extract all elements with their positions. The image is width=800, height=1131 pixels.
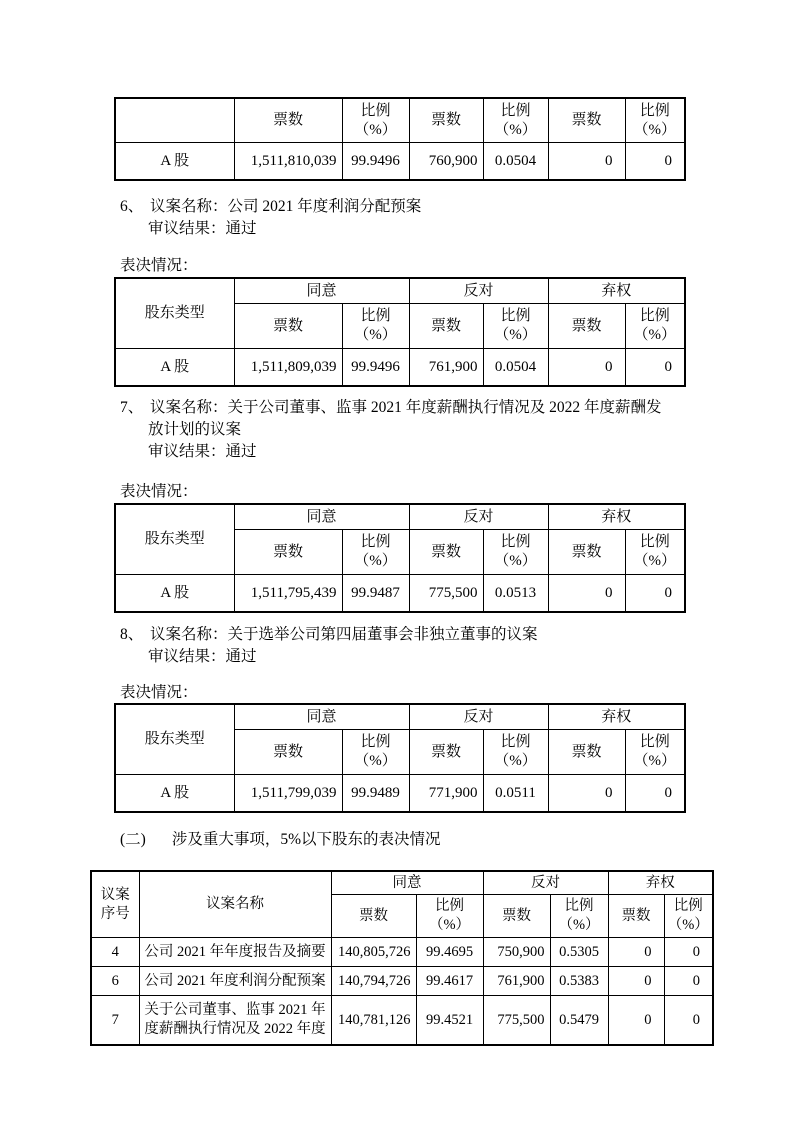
- votes-cell: 140,781,126: [331, 996, 416, 1046]
- votes-header: 票数: [409, 98, 483, 143]
- proposal-name-cell: 公司 2021 年度利润分配预案: [139, 967, 331, 996]
- ratio-label-line: 比例: [639, 308, 670, 324]
- table-row: [91, 996, 713, 1046]
- table-row: [115, 775, 685, 813]
- shareholder-type-header: 股东类型: [115, 704, 234, 775]
- votes-cell: 0: [548, 143, 625, 181]
- abstain-group-header: 弃权: [548, 278, 685, 304]
- ratio-label-line: 比例: [500, 534, 531, 550]
- ratio-header: [416, 895, 483, 938]
- ratio-label-line: 比例: [500, 734, 531, 750]
- proposal-6-heading: [120, 196, 421, 240]
- ratio-label-line: （%）: [354, 553, 397, 569]
- votes-header: 票数: [409, 530, 483, 575]
- proposal-title: 议案名称：公司 2021 年度利润分配预案: [150, 198, 422, 215]
- ratio-label-line: （%）: [428, 917, 471, 933]
- ratio-cell: 0: [664, 938, 713, 967]
- votes-cell: 0: [608, 938, 664, 967]
- votes-cell: 1,511,799,039: [234, 775, 342, 813]
- proposal-title: 议案名称：关于公司董事、监事 2021 年度薪酬执行情况及 2022 年度薪酬发: [150, 399, 662, 416]
- abstain-group-header: 弃权: [548, 504, 685, 530]
- proposal-title-line: [120, 624, 538, 646]
- table-group-header-row: [91, 871, 713, 895]
- section-number: (二): [120, 831, 146, 848]
- ratio-cell: 0: [625, 575, 685, 613]
- vote-table-proposal-7: [114, 503, 686, 613]
- vote-status-label: 表决情况：: [120, 684, 198, 701]
- proposal-number: 7、: [120, 399, 144, 416]
- vote-table-proposal-6: [114, 277, 686, 387]
- proposal-name-header: 议案名称: [139, 871, 331, 938]
- ratio-cell: 99.9487: [342, 575, 409, 613]
- against-group-header: 反对: [483, 871, 608, 895]
- proposal-name-cell: 公司 2021 年年度报告及摘要: [139, 938, 331, 967]
- table-row: [91, 967, 713, 996]
- ratio-cell: 99.4695: [416, 938, 483, 967]
- shareholder-type-header: 股东类型: [115, 278, 234, 349]
- agree-group-header: 同意: [234, 278, 409, 304]
- ratio-label-line: （%）: [354, 753, 397, 769]
- ratio-cell: 99.9489: [342, 775, 409, 813]
- ratio-label-line: 比例: [360, 102, 391, 119]
- ratio-header: [342, 530, 409, 575]
- proposal-8-heading: [120, 624, 538, 668]
- votes-header: 票数: [548, 530, 625, 575]
- proposal-no-cell: 7: [91, 996, 139, 1046]
- ratio-label-line: （%）: [633, 121, 676, 138]
- vote-table-continuation: [114, 97, 686, 181]
- ratio-cell: 0.0504: [483, 143, 548, 181]
- ratio-label-line: 比例: [360, 734, 391, 750]
- votes-cell: 761,900: [483, 967, 550, 996]
- ratio-cell: 0.0504: [483, 349, 548, 387]
- empty-header-cell: [115, 98, 234, 143]
- votes-cell: 775,500: [409, 575, 483, 613]
- table-row: [115, 143, 685, 181]
- ratio-cell: 99.9496: [342, 349, 409, 387]
- ratio-label-line: 比例: [639, 734, 670, 750]
- votes-header: 票数: [234, 530, 342, 575]
- shareholder-class-cell: A 股: [115, 143, 234, 181]
- ratio-cell: 0: [625, 143, 685, 181]
- ratio-label-line: （%）: [494, 121, 537, 138]
- proposal-no-cell: 6: [91, 967, 139, 996]
- votes-cell: 760,900: [409, 143, 483, 181]
- ratio-cell: 0: [664, 996, 713, 1046]
- ratio-label-line: （%）: [633, 753, 677, 769]
- ratio-cell: 0.0513: [483, 575, 548, 613]
- ratio-header: [625, 98, 685, 143]
- ratio-header: [625, 304, 685, 349]
- ratio-cell: 99.4617: [416, 967, 483, 996]
- proposal-no-line: 议案: [100, 886, 130, 903]
- ratio-cell: 0.5383: [550, 967, 608, 996]
- abstain-group-header: 弃权: [608, 871, 713, 895]
- ratio-header: [483, 730, 548, 775]
- ratio-label-line: 比例: [500, 102, 531, 119]
- agree-group-header: 同意: [234, 504, 409, 530]
- ratio-header: [483, 98, 548, 143]
- votes-header: 票数: [548, 98, 625, 143]
- proposal-no-line: 序号: [100, 905, 130, 922]
- ratio-cell: 0.5305: [550, 938, 608, 967]
- votes-cell: 0: [608, 967, 664, 996]
- votes-header: 票数: [234, 98, 342, 143]
- ratio-header: [483, 304, 548, 349]
- ratio-cell: 0: [664, 967, 713, 996]
- ratio-label-line: （%）: [667, 917, 709, 933]
- ratio-header: [550, 895, 608, 938]
- proposal-number: 8、: [120, 626, 144, 643]
- vote-status-label: 表决情况：: [120, 257, 198, 274]
- proposal-result: 审议结果：通过: [148, 443, 257, 460]
- against-group-header: 反对: [409, 278, 548, 304]
- proposal-no-cell: 4: [91, 938, 139, 967]
- proposal-result: 审议结果：通过: [148, 648, 257, 665]
- votes-cell: 140,794,726: [331, 967, 416, 996]
- table-group-header-row: [115, 704, 685, 730]
- votes-cell: 750,900: [483, 938, 550, 967]
- ratio-label-line: （%）: [494, 553, 537, 569]
- votes-header: 票数: [234, 304, 342, 349]
- proposal-title-line: [120, 196, 421, 218]
- abstain-group-header: 弃权: [548, 704, 685, 730]
- shareholder-class-cell: A 股: [115, 349, 234, 387]
- votes-cell: 0: [548, 349, 625, 387]
- proposal-result: 审议结果：通过: [148, 220, 257, 237]
- ratio-label-line: 比例: [639, 534, 670, 550]
- votes-cell: 775,500: [483, 996, 550, 1046]
- ratio-label-line: 比例: [435, 898, 464, 914]
- against-group-header: 反对: [409, 704, 548, 730]
- vote-status-label: 表决情况：: [120, 483, 198, 500]
- ratio-cell: 99.4521: [416, 996, 483, 1046]
- ratio-cell: 0.5479: [550, 996, 608, 1046]
- ratio-label-line: 比例: [360, 308, 391, 324]
- proposal-name-cell: 关于公司董事、监事 2021 年度薪酬执行情况及 2022 年度: [139, 996, 331, 1046]
- ratio-header: [625, 730, 685, 775]
- votes-header: 票数: [548, 730, 625, 775]
- ratio-label-line: （%）: [558, 917, 600, 933]
- shareholder-class-cell: A 股: [115, 775, 234, 813]
- ratio-label-line: （%）: [494, 327, 537, 343]
- ratio-label-line: 比例: [500, 308, 531, 324]
- ratio-label-line: （%）: [494, 753, 537, 769]
- ratio-header: [342, 730, 409, 775]
- summary-table-minority-shareholders: [90, 870, 714, 1046]
- ratio-header: [342, 98, 409, 143]
- ratio-cell: 0: [625, 349, 685, 387]
- votes-cell: 140,805,726: [331, 938, 416, 967]
- agree-group-header: 同意: [234, 704, 409, 730]
- ratio-label-line: （%）: [633, 553, 677, 569]
- table-row: [91, 938, 713, 967]
- votes-cell: 0: [608, 996, 664, 1046]
- proposal-title-line: 放计划的议案: [148, 421, 242, 438]
- votes-header: 票数: [409, 304, 483, 349]
- votes-header: 票数: [608, 895, 664, 938]
- table-row: [115, 349, 685, 387]
- ratio-label-line: （%）: [354, 121, 397, 138]
- vote-table-proposal-8: [114, 703, 686, 813]
- ratio-label-line: 比例: [360, 534, 391, 550]
- ratio-label-line: 比例: [639, 102, 670, 119]
- votes-cell: 761,900: [409, 349, 483, 387]
- proposal-title: 议案名称：关于选举公司第四届董事会非独立董事的议案: [150, 626, 538, 643]
- votes-header: 票数: [409, 730, 483, 775]
- ratio-label-line: 比例: [564, 898, 594, 914]
- section-2-heading: [120, 830, 441, 850]
- ratio-cell: 0: [625, 775, 685, 813]
- votes-cell: 1,511,809,039: [234, 349, 342, 387]
- votes-header: 票数: [331, 895, 416, 938]
- shareholder-class-cell: A 股: [115, 575, 234, 613]
- ratio-header: [483, 530, 548, 575]
- against-group-header: 反对: [409, 504, 548, 530]
- ratio-header: [664, 895, 713, 938]
- proposal-number: 6、: [120, 198, 144, 215]
- votes-header: 票数: [483, 895, 550, 938]
- ratio-label-line: 比例: [673, 898, 703, 914]
- ratio-label-line: （%）: [354, 327, 397, 343]
- agree-group-header: 同意: [331, 871, 483, 895]
- ratio-cell: 99.9496: [342, 143, 409, 181]
- section-title: 涉及重大事项，5%以下股东的表决情况: [171, 831, 441, 848]
- votes-header: 票数: [234, 730, 342, 775]
- ratio-header: [342, 304, 409, 349]
- ratio-header: [625, 530, 685, 575]
- ratio-label-line: （%）: [633, 327, 677, 343]
- votes-cell: 1,511,795,439: [234, 575, 342, 613]
- ratio-cell: 0.0511: [483, 775, 548, 813]
- votes-cell: 0: [548, 775, 625, 813]
- proposal-7-heading: [120, 397, 662, 463]
- votes-cell: 0: [548, 575, 625, 613]
- votes-cell: 1,511,810,039: [234, 143, 342, 181]
- table-group-header-row: [115, 278, 685, 304]
- votes-cell: 771,900: [409, 775, 483, 813]
- proposal-title-line: [120, 397, 662, 419]
- shareholder-type-header: 股东类型: [115, 504, 234, 575]
- proposal-no-header: [91, 871, 139, 938]
- table-row: [115, 575, 685, 613]
- table-header-row: [115, 98, 685, 143]
- votes-header: 票数: [548, 304, 625, 349]
- table-group-header-row: [115, 504, 685, 530]
